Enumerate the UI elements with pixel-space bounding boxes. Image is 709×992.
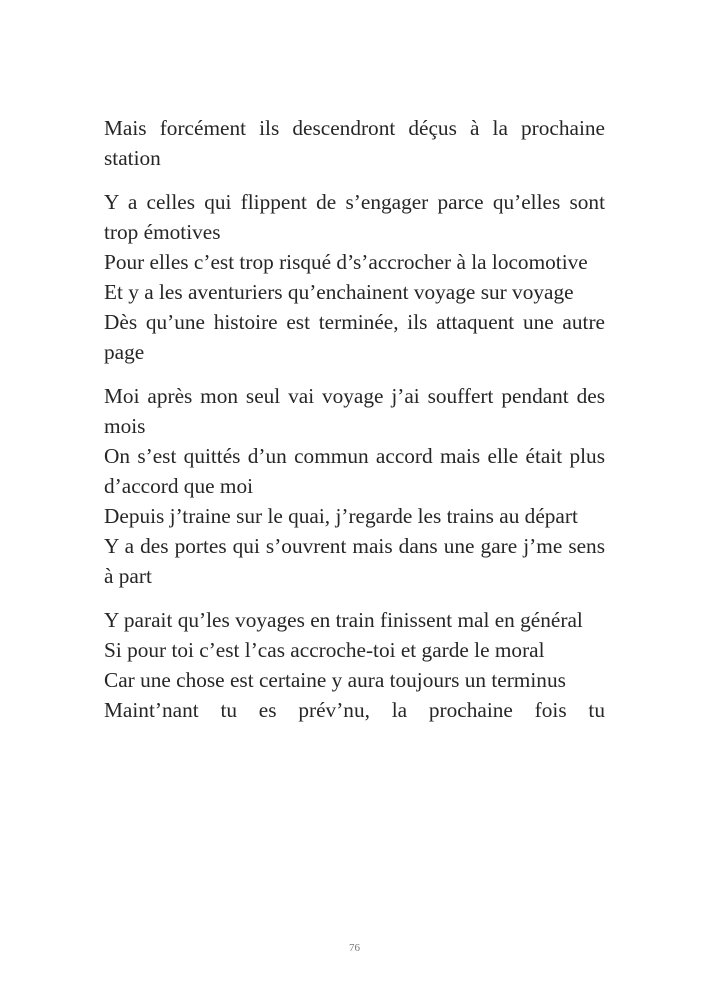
lyric-line: Si pour toi c’est l’cas accroche-toi et garde le moral [104, 638, 545, 662]
page-number: 76 [349, 942, 360, 954]
lyric-line: Moi après mon seul vai voyage j’ai souffert pendant des mois [104, 384, 605, 438]
lyric-line: Y a des portes qui s’ouvrent mais dans une gare j’me sens à part [104, 534, 605, 588]
stanza-3 [104, 381, 605, 591]
lyric-line: Car une chose est certaine y aura toujours un terminus [104, 668, 566, 692]
lyric-line: Et y a les aventuriers qu’enchainent voyage sur voyage [104, 280, 574, 304]
lyric-line: Maint’nant tu es prév’nu, la prochaine fois tu [104, 698, 605, 722]
lyric-line: Y a celles qui flippent de s’engager parce qu’elles sont trop émotives [104, 190, 605, 244]
stanza-1 [104, 113, 605, 173]
stanza-2 [104, 187, 605, 367]
lyric-line: Dès qu’une histoire est terminée, ils attaquent une autre page [104, 310, 605, 364]
stanza-4 [104, 605, 605, 725]
song-lyrics [104, 113, 605, 739]
lyric-line: Pour elles c’est trop risqué d’s’accrocher à la locomotive [104, 250, 588, 274]
lyric-line: Mais forcément ils descendront déçus à la prochaine station [104, 116, 605, 170]
lyric-line: On s’est quittés d’un commun accord mais elle était plus d’accord que moi [104, 444, 605, 498]
lyric-line: Depuis j’traine sur le quai, j’regarde les trains au départ [104, 504, 578, 528]
lyric-line: Y parait qu’les voyages en train finissent mal en général [104, 608, 583, 632]
